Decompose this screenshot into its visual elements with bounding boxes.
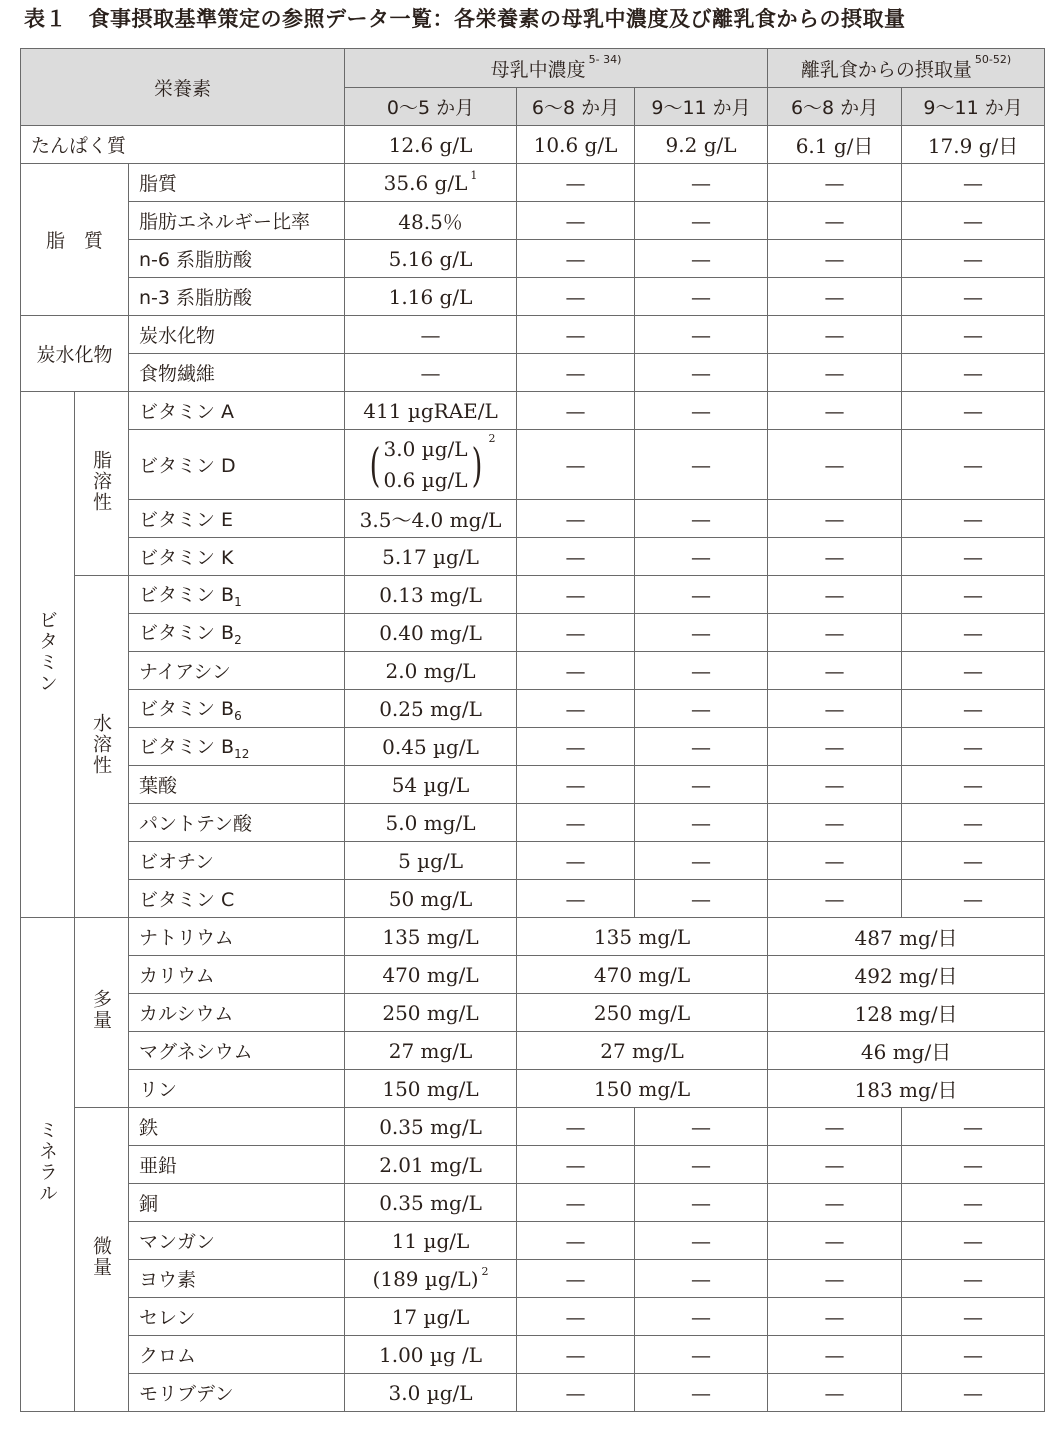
value-cell: 0.35 mg/L xyxy=(345,1184,517,1222)
table-title: 表１ 食事摂取基準策定の参照データ一覧：各栄養素の母乳中濃度及び離乳食からの摂取量 xyxy=(24,7,906,31)
value-cell: — xyxy=(768,538,902,576)
value-cell: — xyxy=(517,1260,635,1298)
nutrient-name: ビタミン A xyxy=(129,392,345,430)
nutrient-name: カリウム xyxy=(129,956,345,994)
value-cell: — xyxy=(635,1336,768,1374)
value-cell: — xyxy=(517,1146,635,1184)
value-cell: 9.2 g/L xyxy=(635,126,768,164)
value-cell: 5 µg/L xyxy=(345,842,517,880)
value-cell: — xyxy=(902,1260,1045,1298)
value-cell: — xyxy=(902,728,1045,766)
value-cell: 250 mg/L xyxy=(345,994,517,1032)
value-cell: — xyxy=(902,1222,1045,1260)
value-cell: — xyxy=(768,430,902,500)
header-age: 6～8 か月 xyxy=(517,88,635,126)
header-age: 0～5 か月 xyxy=(345,88,517,126)
table-row xyxy=(21,1260,1045,1298)
value-cell: — xyxy=(517,1374,635,1412)
table-row xyxy=(21,956,1045,994)
table-row xyxy=(21,1336,1045,1374)
value-cell: — xyxy=(517,804,635,842)
value-cell: — xyxy=(902,1108,1045,1146)
value-cell: — xyxy=(517,354,635,392)
table-row xyxy=(21,842,1045,880)
value-cell: 0.45 µg/L xyxy=(345,728,517,766)
header-age: 9～11 か月 xyxy=(902,88,1045,126)
value-cell: 0.25 mg/L xyxy=(345,690,517,728)
value-cell: — xyxy=(517,766,635,804)
value-cell: — xyxy=(635,652,768,690)
value-cell: 54 µg/L xyxy=(345,766,517,804)
value-cell: 150 mg/L xyxy=(517,1070,768,1108)
table-row xyxy=(21,728,1045,766)
nutrient-name: リン xyxy=(129,1070,345,1108)
table-row xyxy=(21,392,1045,430)
value-cell: 2.01 mg/L xyxy=(345,1146,517,1184)
value-cell: 135 mg/L xyxy=(517,918,768,956)
group-micro: 微量 xyxy=(75,1108,129,1412)
value-cell: — xyxy=(635,1184,768,1222)
value-cell: 10.6 g/L xyxy=(517,126,635,164)
nutrient-name: 脂質 xyxy=(129,164,345,202)
value-cell: 1.16 g/L xyxy=(345,278,517,316)
nutrient-name: 脂肪エネルギー比率 xyxy=(129,202,345,240)
table-row xyxy=(21,918,1045,956)
value-cell: — xyxy=(902,690,1045,728)
value-cell: — xyxy=(635,576,768,614)
group-carb: 炭水化物 xyxy=(21,316,129,392)
value-cell: — xyxy=(902,316,1045,354)
group-fat: 脂 質 xyxy=(21,164,129,316)
nutrient-name: 炭水化物 xyxy=(129,316,345,354)
table-row xyxy=(21,614,1045,652)
value-cell: — xyxy=(768,842,902,880)
value-cell: — xyxy=(517,1298,635,1336)
value-cell: — xyxy=(517,538,635,576)
value-cell: — xyxy=(517,316,635,354)
nutrient-name: セレン xyxy=(129,1298,345,1336)
value-cell: — xyxy=(517,842,635,880)
value-cell: — xyxy=(517,1108,635,1146)
value-cell: — xyxy=(902,614,1045,652)
value-cell: 135 mg/L xyxy=(345,918,517,956)
value-cell: — xyxy=(768,500,902,538)
value-cell: — xyxy=(902,202,1045,240)
value-cell: 5.16 g/L xyxy=(345,240,517,278)
value-cell: — xyxy=(768,1374,902,1412)
nutrient-name: ビタミン $B_6$ xyxy=(129,690,345,728)
value-cell: — xyxy=(768,316,902,354)
value-cell: — xyxy=(768,1260,902,1298)
header-weaning: 離乳食からの摂取量 $^{50-52)}$ xyxy=(768,49,1045,88)
header-breast-milk: 母乳中濃度 $^{5- 34)}$ xyxy=(345,49,768,88)
value-cell: — xyxy=(517,1222,635,1260)
value-cell: — xyxy=(635,1222,768,1260)
nutrient-name: ビタミン $B_2$ xyxy=(129,614,345,652)
nutrient-name: 食物繊維 xyxy=(129,354,345,392)
value-cell: — xyxy=(635,354,768,392)
value-cell: — xyxy=(635,842,768,880)
table-row xyxy=(21,240,1045,278)
group-macro: 多量 xyxy=(75,918,129,1108)
value-cell: — xyxy=(768,392,902,430)
value-cell: — xyxy=(517,500,635,538)
value-cell: — xyxy=(635,500,768,538)
value-cell: 470 mg/L xyxy=(345,956,517,994)
value-cell: 3.0 µg/L xyxy=(345,1374,517,1412)
table-row xyxy=(21,766,1045,804)
table-row xyxy=(21,316,1045,354)
nutrient-name: ヨウ素 xyxy=(129,1260,345,1298)
value-cell: (189 µg/L) $^2$ xyxy=(345,1260,517,1298)
table-row xyxy=(21,1146,1045,1184)
table-row xyxy=(21,126,1045,164)
value-cell: 5.0 mg/L xyxy=(345,804,517,842)
table-row xyxy=(21,1108,1045,1146)
table-row xyxy=(21,1222,1045,1260)
value-cell: — xyxy=(768,766,902,804)
nutrient-reference-table xyxy=(20,48,1045,1412)
value-cell: — xyxy=(517,278,635,316)
value-cell: 0.13 mg/L xyxy=(345,576,517,614)
value-cell: ( 3.0 µg/L 0.6 µg/L ) $^2$ xyxy=(345,430,517,500)
table-row xyxy=(21,690,1045,728)
value-cell: — xyxy=(635,614,768,652)
value-cell: — xyxy=(768,880,902,918)
value-cell: — xyxy=(517,652,635,690)
value-cell: — xyxy=(902,1184,1045,1222)
value-cell: — xyxy=(768,1298,902,1336)
table-row xyxy=(21,1032,1045,1070)
header-nutrient: 栄養素 xyxy=(21,49,345,126)
nutrient-name: ナトリウム xyxy=(129,918,345,956)
value-cell: 470 mg/L xyxy=(517,956,768,994)
value-cell: — xyxy=(902,354,1045,392)
value-cell: 150 mg/L xyxy=(345,1070,517,1108)
nutrient-name: 葉酸 xyxy=(129,766,345,804)
value-cell: 411 µgRAE/L xyxy=(345,392,517,430)
group-mineral: ミネラル xyxy=(21,918,75,1412)
value-cell: — xyxy=(517,576,635,614)
value-cell: — xyxy=(517,430,635,500)
value-cell: 35.6 g/L $^1$ xyxy=(345,164,517,202)
group-water-soluble: 水溶性 xyxy=(75,576,129,918)
value-cell: — xyxy=(768,690,902,728)
value-cell: — xyxy=(768,1108,902,1146)
nutrient-name: クロム xyxy=(129,1336,345,1374)
nutrient-name: ビタミン E xyxy=(129,500,345,538)
value-cell: 50 mg/L xyxy=(345,880,517,918)
nutrient-name: ビタミン C xyxy=(129,880,345,918)
table-row xyxy=(21,880,1045,918)
value-cell: — xyxy=(517,1184,635,1222)
value-cell: — xyxy=(517,202,635,240)
value-cell: — xyxy=(768,728,902,766)
value-cell: 27 mg/L xyxy=(345,1032,517,1070)
table-row xyxy=(21,500,1045,538)
value-cell: — xyxy=(768,576,902,614)
value-cell: — xyxy=(345,316,517,354)
nutrient-name: 銅 xyxy=(129,1184,345,1222)
value-cell: 183 mg/日 xyxy=(768,1070,1045,1108)
value-cell: — xyxy=(768,354,902,392)
value-cell: — xyxy=(517,1336,635,1374)
value-cell: — xyxy=(517,690,635,728)
value-cell: 17.9 g/日 xyxy=(902,126,1045,164)
nutrient-name: ビタミン D xyxy=(129,430,345,500)
value-cell: — xyxy=(517,240,635,278)
value-cell: — xyxy=(902,1336,1045,1374)
value-cell: — xyxy=(768,1222,902,1260)
nutrient-name: ナイアシン xyxy=(129,652,345,690)
table-row xyxy=(21,430,1045,500)
nutrient-name: たんぱく質 xyxy=(21,126,345,164)
value-cell: — xyxy=(902,430,1045,500)
nutrient-name: ビタミン K xyxy=(129,538,345,576)
value-cell: — xyxy=(635,430,768,500)
value-cell: — xyxy=(635,240,768,278)
value-cell: — xyxy=(902,652,1045,690)
nutrient-name: 亜鉛 xyxy=(129,1146,345,1184)
value-cell: — xyxy=(768,1336,902,1374)
value-cell: — xyxy=(517,614,635,652)
group-vitamin: ビタミン xyxy=(21,392,75,918)
value-cell: 5.17 µg/L xyxy=(345,538,517,576)
value-cell: 0.35 mg/L xyxy=(345,1108,517,1146)
value-cell: — xyxy=(768,1184,902,1222)
table-row xyxy=(21,202,1045,240)
header-age: 6～8 か月 xyxy=(768,88,902,126)
value-cell: — xyxy=(635,1374,768,1412)
value-cell: — xyxy=(517,728,635,766)
value-cell: — xyxy=(517,164,635,202)
nutrient-name: 鉄 xyxy=(129,1108,345,1146)
value-cell: — xyxy=(635,392,768,430)
table-row xyxy=(21,538,1045,576)
value-cell: — xyxy=(902,278,1045,316)
value-cell: — xyxy=(517,880,635,918)
value-cell: — xyxy=(635,1298,768,1336)
value-cell: — xyxy=(902,240,1045,278)
value-cell: — xyxy=(635,880,768,918)
value-cell: 12.6 g/L xyxy=(345,126,517,164)
value-cell: — xyxy=(345,354,517,392)
value-cell: — xyxy=(635,1260,768,1298)
table-row xyxy=(21,354,1045,392)
nutrient-name: n-6 系脂肪酸 xyxy=(129,240,345,278)
table-row xyxy=(21,804,1045,842)
table-row xyxy=(21,1184,1045,1222)
value-cell: — xyxy=(635,202,768,240)
value-cell: 128 mg/日 xyxy=(768,994,1045,1032)
value-cell: 17 µg/L xyxy=(345,1298,517,1336)
table-row xyxy=(21,1374,1045,1412)
value-cell: — xyxy=(635,766,768,804)
value-cell: — xyxy=(902,804,1045,842)
value-cell: 487 mg/日 xyxy=(768,918,1045,956)
nutrient-name: ビタミン $B_{12}$ xyxy=(129,728,345,766)
value-cell: — xyxy=(635,728,768,766)
group-fat-soluble: 脂溶性 xyxy=(75,392,129,576)
value-cell: 2.0 mg/L xyxy=(345,652,517,690)
nutrient-name: モリブデン xyxy=(129,1374,345,1412)
value-cell: — xyxy=(902,1374,1045,1412)
table-row xyxy=(21,164,1045,202)
value-cell: — xyxy=(635,164,768,202)
value-cell: — xyxy=(768,240,902,278)
value-cell: 11 µg/L xyxy=(345,1222,517,1260)
value-cell: — xyxy=(768,1146,902,1184)
value-cell: — xyxy=(902,1146,1045,1184)
value-cell: — xyxy=(635,538,768,576)
nutrient-name: ビオチン xyxy=(129,842,345,880)
value-cell: — xyxy=(768,614,902,652)
value-cell: 3.5～4.0 mg/L xyxy=(345,500,517,538)
table-row xyxy=(21,652,1045,690)
value-cell: 48.5％ xyxy=(345,202,517,240)
value-cell: — xyxy=(768,804,902,842)
value-cell: — xyxy=(902,880,1045,918)
value-cell: — xyxy=(768,202,902,240)
table-row xyxy=(21,576,1045,614)
nutrient-name: パントテン酸 xyxy=(129,804,345,842)
nutrient-name: カルシウム xyxy=(129,994,345,1032)
value-cell: — xyxy=(635,690,768,728)
value-cell: — xyxy=(635,1146,768,1184)
value-cell: — xyxy=(902,576,1045,614)
value-cell: — xyxy=(768,164,902,202)
value-cell: — xyxy=(768,278,902,316)
value-cell: 6.1 g/日 xyxy=(768,126,902,164)
nutrient-name: マンガン xyxy=(129,1222,345,1260)
table-row xyxy=(21,994,1045,1032)
nutrient-name: マグネシウム xyxy=(129,1032,345,1070)
value-cell: 1.00 µg /L xyxy=(345,1336,517,1374)
value-cell: 46 mg/日 xyxy=(768,1032,1045,1070)
value-cell: 27 mg/L xyxy=(517,1032,768,1070)
value-cell: 492 mg/日 xyxy=(768,956,1045,994)
value-cell: — xyxy=(517,392,635,430)
value-cell: — xyxy=(902,538,1045,576)
value-cell: — xyxy=(635,804,768,842)
nutrient-name: ビタミン $B_1$ xyxy=(129,576,345,614)
table-row xyxy=(21,1070,1045,1108)
value-cell: — xyxy=(768,652,902,690)
value-cell: — xyxy=(902,1298,1045,1336)
value-cell: — xyxy=(902,500,1045,538)
value-cell: — xyxy=(902,842,1045,880)
value-cell: — xyxy=(635,316,768,354)
nutrient-name: n-3 系脂肪酸 xyxy=(129,278,345,316)
value-cell: 0.40 mg/L xyxy=(345,614,517,652)
value-cell: — xyxy=(635,278,768,316)
value-cell: 250 mg/L xyxy=(517,994,768,1032)
table-row xyxy=(21,1298,1045,1336)
value-cell: — xyxy=(635,1108,768,1146)
value-cell: — xyxy=(902,164,1045,202)
table-row xyxy=(21,278,1045,316)
header-age: 9～11 か月 xyxy=(635,88,768,126)
value-cell: — xyxy=(902,766,1045,804)
value-cell: — xyxy=(902,392,1045,430)
